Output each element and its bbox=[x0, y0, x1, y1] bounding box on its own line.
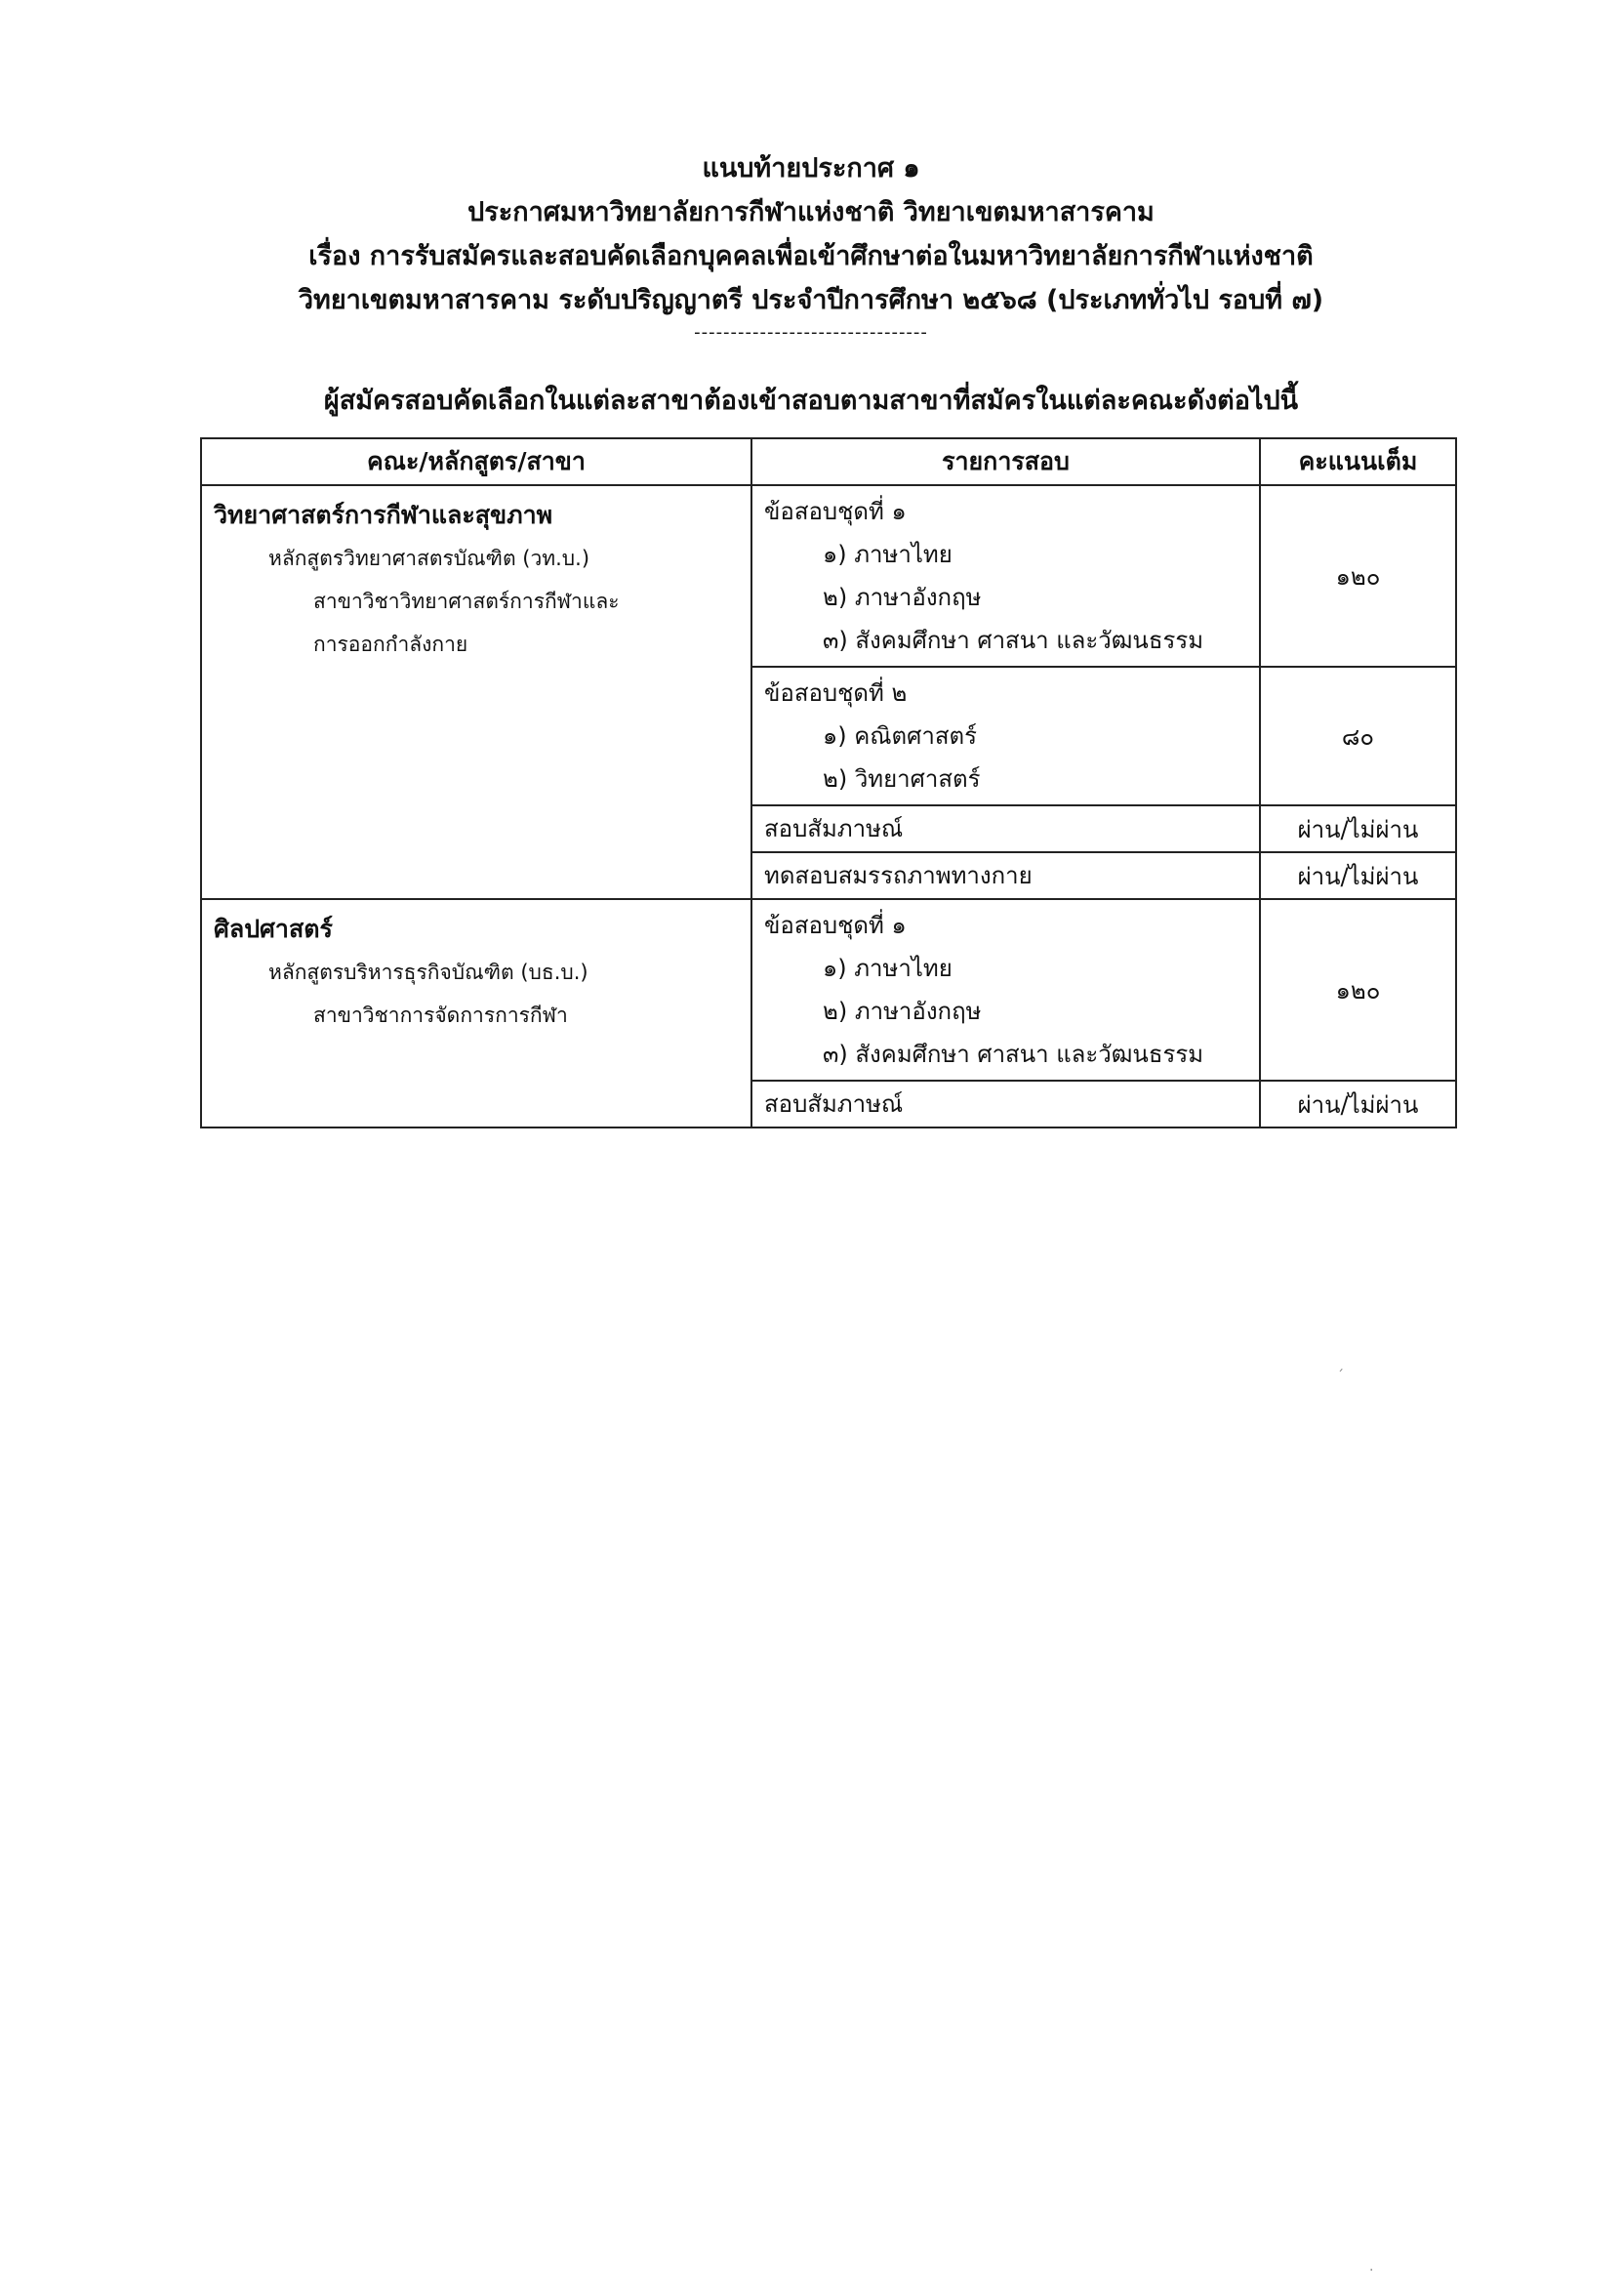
table-row bbox=[201, 485, 1456, 667]
exam-set-title: ข้อสอบชุดที่ ๑ bbox=[764, 912, 907, 939]
exam-table bbox=[200, 437, 1457, 1128]
exam-set-title: ข้อสอบชุดที่ ๒ bbox=[764, 679, 908, 707]
major-name-cont: การออกกำลังกาย bbox=[313, 633, 468, 656]
interview-cell: สอบสัมภาษณ์ bbox=[751, 1081, 1260, 1128]
score-cell: ผ่าน/ไม่ผ่าน bbox=[1260, 1081, 1456, 1128]
program-name: หลักสูตรบริหารธุรกิจบัณฑิต (บธ.บ.) bbox=[268, 961, 588, 984]
major-name: สาขาวิชาวิทยาศาสตร์การกีฬาและ bbox=[313, 590, 620, 613]
exam-set-cell bbox=[751, 667, 1260, 805]
score-cell: ๑๒๐ bbox=[1260, 899, 1456, 1081]
exam-set-cell bbox=[751, 899, 1260, 1081]
score-cell: ๘๐ bbox=[1260, 667, 1456, 805]
interview-cell: สอบสัมภาษณ์ bbox=[751, 805, 1260, 852]
faculty-cell bbox=[201, 899, 751, 1128]
header-faculty: คณะ/หลักสูตร/สาขา bbox=[201, 438, 751, 485]
exam-subject: ๒) ภาษาอังกฤษ bbox=[823, 998, 982, 1025]
scan-speck: ´ bbox=[1337, 1369, 1344, 1384]
subject-line: เรื่อง การรับสมัครและสอบคัดเลือกบุคคลเพื่อเข้าศึกษาต่อในมหาวิทยาลัยการกีฬาแห่งชาติ bbox=[308, 241, 1314, 271]
exam-subject: ๑) คณิตศาสตร์ bbox=[823, 722, 977, 750]
exam-subject: ๑) ภาษาไทย bbox=[823, 955, 953, 982]
exam-subject: ๓) สังคมศึกษา ศาสนา และวัฒนธรรม bbox=[823, 1041, 1204, 1068]
document-header bbox=[0, 146, 1622, 348]
table-header-row bbox=[201, 438, 1456, 485]
score-cell: ผ่าน/ไม่ผ่าน bbox=[1260, 852, 1456, 899]
subject-line-cont: วิทยาเขตมหาสารคาม ระดับปริญญาตรี ประจำปีการศึกษา ๒๕๖๘ (ประเภททั่วไป รอบที่ ๗) bbox=[298, 285, 1324, 315]
exam-subject: ๓) สังคมศึกษา ศาสนา และวัฒนธรรม bbox=[823, 627, 1204, 654]
exam-set-title: ข้อสอบชุดที่ ๑ bbox=[764, 498, 907, 525]
exam-subject: ๑) ภาษาไทย bbox=[823, 541, 953, 568]
exam-subject: ๒) วิทยาศาสตร์ bbox=[823, 765, 981, 793]
program-name: หลักสูตรวิทยาศาสตรบัณฑิต (วท.บ.) bbox=[268, 547, 590, 570]
instruction-text: ผู้สมัครสอบคัดเลือกในแต่ละสาขาต้องเข้าสอบตามสาขาที่สมัครในแต่ละคณะดังต่อไปนี้ bbox=[323, 386, 1299, 416]
score-cell: ๑๒๐ bbox=[1260, 485, 1456, 667]
faculty-cell bbox=[201, 485, 751, 899]
announcement-title: ประกาศมหาวิทยาลัยการกีฬาแห่งชาติ วิทยาเขตมหาสารคาม bbox=[467, 197, 1155, 227]
table-row bbox=[201, 899, 1456, 1081]
header-exam-list: รายการสอบ bbox=[751, 438, 1260, 485]
score-cell: ผ่าน/ไม่ผ่าน bbox=[1260, 805, 1456, 852]
exam-subject: ๒) ภาษาอังกฤษ bbox=[823, 584, 982, 611]
exam-set-cell bbox=[751, 485, 1260, 667]
scan-speck: · bbox=[1369, 2263, 1374, 2278]
faculty-name: วิทยาศาสตร์การกีฬาและสุขภาพ bbox=[214, 501, 553, 529]
header-full-score: คะแนนเต็ม bbox=[1260, 438, 1456, 485]
annex-title: แนบท้ายประกาศ ๑ bbox=[702, 153, 920, 184]
faculty-name: ศิลปศาสตร์ bbox=[214, 915, 333, 943]
physical-test-cell: ทดสอบสมรรถภาพทางกาย bbox=[751, 852, 1260, 899]
major-name: สาขาวิชาการจัดการการกีฬา bbox=[313, 1004, 568, 1027]
divider: -------------------------------- bbox=[694, 322, 928, 343]
